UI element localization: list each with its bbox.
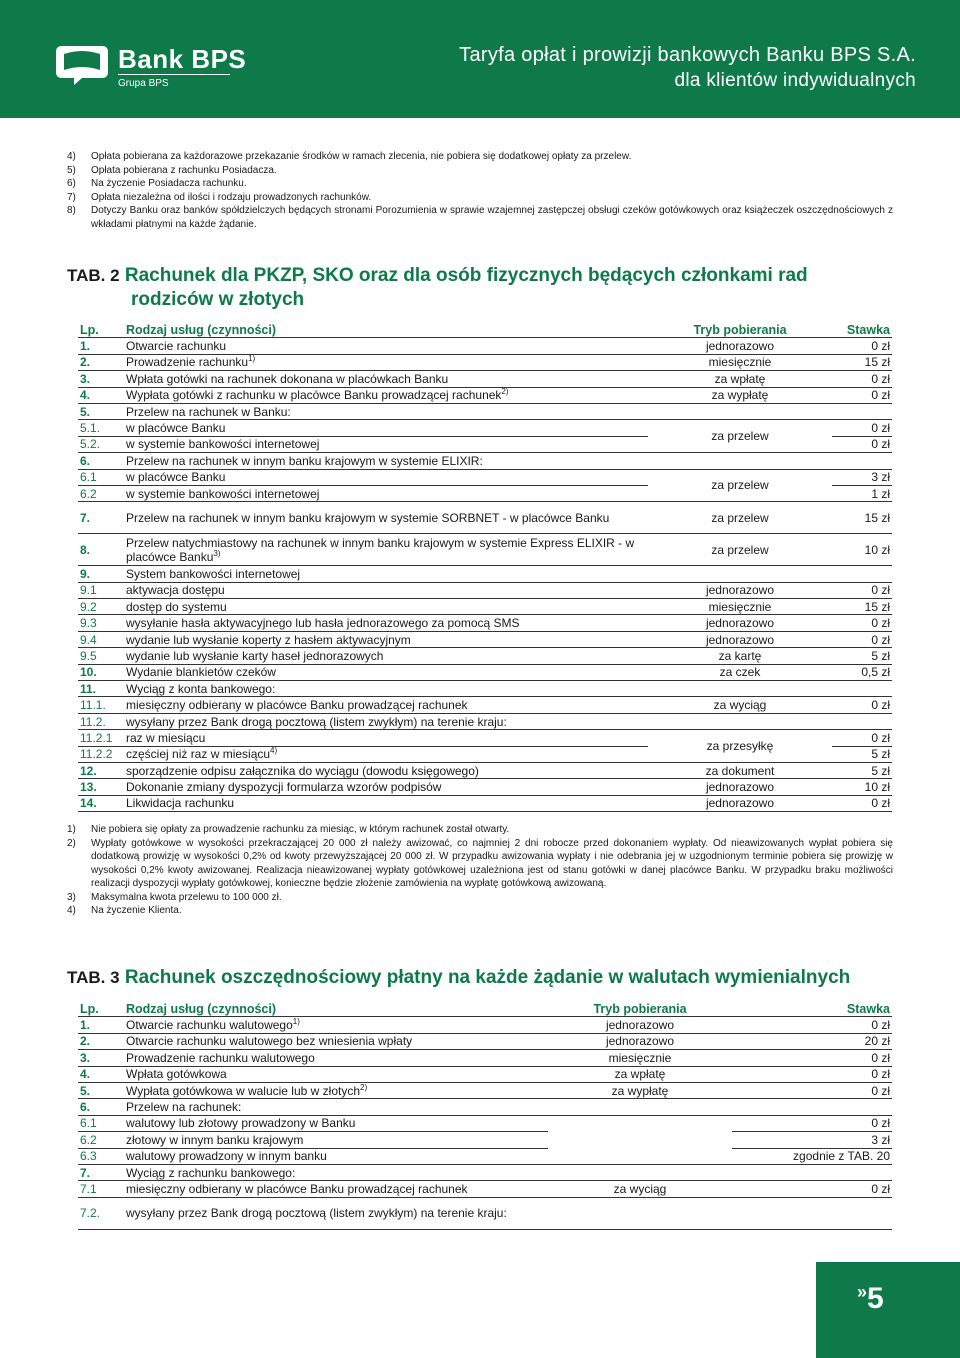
service-text: dostęp do systemu [126, 599, 227, 614]
table-row [78, 1181, 892, 1197]
service-cell [124, 779, 648, 795]
row-number: 1. [78, 338, 124, 354]
footnote: 4) Opłata pobierana za każdorazowe przekazanie środków w ramach zlecenia, nie pobiera się dodatkowej opłaty za przelew. [67, 151, 632, 162]
fee-cell: 0 zł [832, 387, 892, 403]
service-text: w systemie bankowości internetowej [126, 437, 320, 452]
service-cell [124, 615, 648, 631]
fee-cell: 15 zł [832, 599, 892, 615]
table-row [78, 1033, 892, 1049]
col-service: Rodzaj usług (czynności) [124, 322, 648, 338]
brand-divider [118, 74, 230, 75]
fee-cell: 0 zł [832, 582, 892, 598]
table-row [78, 1099, 892, 1115]
service-text: Przelew na rachunek w Banku: [126, 404, 291, 419]
table-row [78, 534, 892, 566]
fee-cell: 0 zł [832, 697, 892, 713]
row-number: 9.1 [78, 582, 124, 598]
mode-cell: za przelew [648, 502, 832, 534]
row-number: 2. [78, 354, 124, 370]
footnote: 7) Opłata niezależna od ilości i rodzaju prowadzonych rachunków. [67, 191, 372, 203]
col-fee: Stawka [832, 322, 892, 338]
service-text: wysyłany przez Bank drogą pocztową (listem zwykłym) na terenie kraju: [126, 1206, 507, 1221]
row-number: 11.2.1 [78, 730, 124, 746]
document-title: Taryfa opłat i prowizji bankowych Banku BPS S.A. [459, 44, 916, 66]
service-text: Przelew na rachunek w innym banku krajowym w systemie ELIXIR: [126, 453, 483, 468]
fee-cell [732, 1197, 892, 1229]
mode-cell: za wyciąg [648, 697, 832, 713]
fee-cell: 3 zł [732, 1132, 892, 1148]
table-row [78, 664, 892, 680]
mode-cell [648, 713, 832, 729]
fee-cell: 0 zł [732, 1181, 892, 1197]
mode-cell: za wpłatę [548, 1066, 732, 1082]
fee-cell [832, 453, 892, 469]
service-text: Dokonanie zmiany dyspozycji formularza wzorów podpisów [126, 780, 442, 795]
service-text: Wypłata gotówkowa w walucie lub w złotych [126, 1083, 360, 1098]
table-row [78, 713, 892, 729]
row-number: 6. [78, 1099, 124, 1115]
row-number: 9. [78, 566, 124, 582]
table-row [78, 1115, 892, 1131]
row-number: 4. [78, 387, 124, 403]
service-text: Wpłata gotówki na rachunek dokonana w placówkach Banku [126, 371, 449, 386]
service-cell [124, 403, 648, 419]
service-text: Otwarcie rachunku walutowego bez wniesienia wpłaty [126, 1034, 413, 1049]
mode-cell: za przelew [648, 420, 832, 453]
row-number: 6. [78, 453, 124, 469]
table-row [78, 371, 892, 387]
mode-cell: za czek [648, 664, 832, 680]
service-text: Przelew na rachunek w innym banku krajowym w systemie SORBNET - w placówce Banku [126, 510, 610, 525]
tab3-label: TAB. 3 [67, 968, 120, 987]
row-number: 3. [78, 371, 124, 387]
table-row [78, 1050, 892, 1066]
service-text: sporządzenie odpisu załącznika do wyciągu (dowodu księgowego) [126, 763, 479, 778]
row-number: 11.2. [78, 713, 124, 729]
table-row [78, 779, 892, 795]
footnote: 4) Na życzenie Klienta. [67, 905, 182, 916]
service-text: Prowadzenie rachunku walutowego [126, 1050, 315, 1065]
row-number: 9.3 [78, 615, 124, 631]
service-cell [124, 1050, 548, 1066]
table-row [78, 648, 892, 664]
mode-cell: miesięcznie [648, 354, 832, 370]
document-subtitle: dla klientów indywidualnych [674, 70, 916, 91]
mode-cell [548, 1164, 732, 1180]
service-text: Otwarcie rachunku [126, 339, 227, 354]
table-row [78, 1148, 892, 1164]
fee-cell: 3 zł [832, 469, 892, 485]
service-text: walutowy lub złotowy prowadzony w Banku [126, 1116, 356, 1131]
service-cell [124, 1082, 548, 1098]
mode-cell: za dokument [648, 762, 832, 778]
row-number: 9.4 [78, 631, 124, 647]
service-text: Prowadzenie rachunku [126, 355, 249, 370]
mode-cell: za przesyłkę [648, 730, 832, 763]
row-number: 9.5 [78, 648, 124, 664]
mode-cell: za wpłatę [648, 371, 832, 387]
fee-cell [832, 713, 892, 729]
service-text: Wpłata gotówkowa [126, 1067, 227, 1082]
row-number: 14. [78, 795, 124, 811]
row-number: 6.1 [78, 469, 124, 485]
mode-cell: jednorazowo [648, 795, 832, 811]
footnote: 5) Opłata pobierana z rachunku Posiadacza. [67, 164, 277, 176]
service-cell [124, 631, 648, 647]
service-text: wydanie lub wysłanie karty haseł jednorazowych [126, 648, 384, 663]
fee-cell: 0 zł [832, 631, 892, 647]
fee-cell: 0 zł [832, 730, 892, 746]
service-text: walutowy prowadzony w innym banku [126, 1149, 327, 1164]
row-number: 6.3 [78, 1148, 124, 1164]
tab2-heading [67, 264, 808, 312]
service-cell [124, 648, 648, 664]
service-cell [124, 795, 648, 811]
service-text: raz w miesiącu [126, 730, 206, 745]
service-cell [124, 713, 648, 729]
fee-cell: 0,5 zł [832, 664, 892, 680]
footnote-ref: 3) [213, 548, 221, 558]
service-cell [124, 566, 648, 582]
fee-cell: 0 zł [832, 338, 892, 354]
service-text: częściej niż raz w miesiącu [126, 747, 271, 762]
fee-cell: 0 zł [732, 1050, 892, 1066]
table-row [78, 582, 892, 598]
table-row [78, 387, 892, 403]
footnote-ref: 1) [248, 354, 256, 364]
row-number: 6.1 [78, 1115, 124, 1131]
mode-cell: za przelew [648, 534, 832, 566]
footnote: 2) Wypłaty gotówkowe w wysokości przekraczającej 20 000 zł należy awizować, co najmniej 2 dni robocze przed dokonaniem wypłaty. Od nieawizowanych wypłat pobiera się dodatkową prowizję w wysokości 0,2% od kwoty przewyższającej 20 000 zł. W przypadku awizowania wypłaty i nie odebrania jej w uzgodnionym terminie pobiera się prowizję w wysokości 0,2% kwoty awizowanej. Realizacja nieawizowanej wypłaty gotówkowej uzależniona jest od stanu gotówki w danej placówce Banku. W przypadku braku możliwości realizacji dyspozycji wypłaty gotówkowej, konieczne będzie złożenie zamówienia na wypłatę gotówkową awizowaną. [67, 837, 893, 889]
row-number: 5. [78, 403, 124, 419]
service-cell [124, 338, 648, 354]
service-cell [124, 469, 648, 485]
table-row [78, 354, 892, 370]
service-cell [124, 1148, 548, 1164]
service-text: w systemie bankowości internetowej [126, 486, 320, 501]
brand-subtitle: Grupa BPS [118, 78, 169, 89]
service-text: w placówce Banku [126, 421, 226, 436]
brand-name: Bank BPS [118, 44, 247, 74]
service-cell [124, 1132, 548, 1148]
previous-table-footnotes [67, 150, 893, 231]
table-row [78, 1164, 892, 1180]
service-text: Wyciąg z konta bankowego: [126, 681, 276, 696]
bank-logo-icon [52, 44, 112, 86]
page-header [0, 0, 960, 118]
mode-cell: jednorazowo [648, 615, 832, 631]
table-row [78, 566, 892, 582]
col-lp: Lp. [78, 1001, 124, 1017]
table-row [78, 681, 892, 697]
service-text: miesięczny odbierany w placówce Banku prowadzącej rachunek [126, 1181, 468, 1196]
table-row [78, 1197, 892, 1229]
service-cell [124, 599, 648, 615]
row-number: 1. [78, 1017, 124, 1033]
mode-cell: za wypłatę [648, 387, 832, 403]
footnote-ref: 1) [292, 1017, 300, 1027]
tab3-title: Rachunek oszczędnościowy płatny na każde żądanie w walutach wymienialnych [124, 967, 851, 988]
mode-cell: miesięcznie [648, 599, 832, 615]
page-number-value: 5 [867, 1282, 884, 1315]
row-number: 5.2. [78, 436, 124, 452]
table-row [78, 453, 892, 469]
mode-cell: za wypłatę [548, 1082, 732, 1098]
mode-cell [548, 1115, 732, 1164]
fee-cell: 0 zł [732, 1082, 892, 1098]
row-number: 2. [78, 1033, 124, 1049]
service-cell [124, 1033, 548, 1049]
row-number: 13. [78, 779, 124, 795]
service-cell [124, 1115, 548, 1131]
service-text: Przelew natychmiastowy na rachunek w innym banku krajowym w systemie Express ELIXIR - w placówce Banku [126, 535, 635, 564]
service-cell [124, 746, 648, 762]
mode-cell: jednorazowo [648, 582, 832, 598]
service-cell [124, 502, 648, 534]
service-cell [124, 664, 648, 680]
service-cell [124, 1164, 548, 1180]
row-number: 6.2 [78, 485, 124, 501]
table-row [78, 697, 892, 713]
page-number [857, 1282, 884, 1316]
mode-cell: za przelew [648, 469, 832, 502]
col-lp: Lp. [78, 322, 124, 338]
fee-cell: 0 zł [832, 420, 892, 436]
service-text: System bankowości internetowej [126, 566, 301, 581]
table-header [78, 322, 892, 338]
row-number: 11. [78, 681, 124, 697]
table-row [78, 599, 892, 615]
mode-cell: jednorazowo [648, 338, 832, 354]
fee-cell: 5 zł [832, 648, 892, 664]
mode-cell [648, 681, 832, 697]
mode-cell [648, 453, 832, 469]
tab2-label: TAB. 2 [67, 266, 120, 285]
tab2-footnotes [67, 823, 893, 918]
row-number: 5. [78, 1082, 124, 1098]
mode-cell [648, 566, 832, 582]
footnote: 1) Nie pobiera się opłaty za prowadzenie rachunku za miesiąc, w którym rachunek został otwarty. [67, 824, 510, 835]
row-number: 9.2 [78, 599, 124, 615]
service-cell [124, 681, 648, 697]
service-cell [124, 371, 648, 387]
table-row [78, 762, 892, 778]
fee-cell [732, 1164, 892, 1180]
row-number: 5.1. [78, 420, 124, 436]
tab2-table [78, 322, 892, 812]
service-cell [124, 1099, 548, 1115]
service-text: wysyłanie hasła aktywacyjnego lub hasła jednorazowego za pomocą SMS [126, 616, 520, 631]
tab2-title-cont: rodziców w złotych [131, 289, 305, 310]
mode-cell: jednorazowo [548, 1033, 732, 1049]
service-cell [124, 1017, 548, 1033]
service-text: miesięczny odbierany w placówce Banku prowadzącej rachunek [126, 698, 468, 713]
fee-cell: 5 zł [832, 762, 892, 778]
service-text: Wyciąg z rachunku bankowego: [126, 1165, 296, 1180]
service-cell [124, 762, 648, 778]
service-cell [124, 387, 648, 403]
service-cell [124, 436, 648, 452]
fee-cell: 0 zł [832, 795, 892, 811]
fee-cell: 0 zł [832, 615, 892, 631]
row-number: 12. [78, 762, 124, 778]
row-number: 7.1 [78, 1181, 124, 1197]
row-number: 11.1. [78, 697, 124, 713]
service-cell [124, 697, 648, 713]
mode-cell: jednorazowo [548, 1017, 732, 1033]
fee-cell: zgodnie z TAB. 20 [732, 1148, 892, 1164]
col-service: Rodzaj usług (czynności) [124, 1001, 548, 1017]
row-number: 7. [78, 502, 124, 534]
fee-cell [832, 403, 892, 419]
fee-cell [832, 566, 892, 582]
service-cell [124, 453, 648, 469]
table-row [78, 403, 892, 419]
mode-cell: miesięcznie [548, 1050, 732, 1066]
table-row [78, 795, 892, 811]
fee-cell: 15 zł [832, 502, 892, 534]
row-number: 8. [78, 534, 124, 566]
fee-cell: 20 zł [732, 1033, 892, 1049]
service-cell [124, 1181, 548, 1197]
fee-cell: 0 zł [832, 436, 892, 452]
table-row [78, 338, 892, 354]
mode-cell: jednorazowo [648, 631, 832, 647]
service-text: złotowy w innym banku krajowym [126, 1132, 304, 1147]
fee-cell: 0 zł [732, 1115, 892, 1131]
fee-cell: 1 zł [832, 485, 892, 501]
mode-cell [548, 1099, 732, 1115]
service-cell [124, 1197, 548, 1229]
fee-cell: 0 zł [732, 1017, 892, 1033]
mode-cell: za wyciąg [548, 1181, 732, 1197]
service-cell [124, 534, 648, 566]
page-number-box [816, 1262, 960, 1358]
service-text: Likwidacja rachunku [126, 796, 235, 811]
table-row [78, 420, 892, 436]
fee-cell: 5 zł [832, 746, 892, 762]
row-number: 10. [78, 664, 124, 680]
tab3-table [78, 1001, 892, 1230]
service-cell [124, 354, 648, 370]
service-cell [124, 582, 648, 598]
service-text: Wydanie blankietów czeków [126, 665, 276, 680]
row-number: 11.2.2 [78, 746, 124, 762]
table-row [78, 1082, 892, 1098]
table-row [78, 1132, 892, 1148]
tab2-title: Rachunek dla PKZP, SKO oraz dla osób fizycznych będących członkami rad [124, 265, 808, 286]
footnote: 6) Na życzenie Posiadacza rachunku. [67, 178, 247, 189]
mode-cell [648, 403, 832, 419]
mode-cell [548, 1197, 732, 1229]
table-row [78, 615, 892, 631]
fee-cell: 10 zł [832, 779, 892, 795]
table-row [78, 730, 892, 746]
service-text: wydanie lub wysłanie koperty z hasłem aktywacyjnym [126, 632, 411, 647]
service-cell [124, 1066, 548, 1082]
fee-cell: 15 zł [832, 354, 892, 370]
footnote: 8) Dotyczy Banku oraz banków spółdzielczych będących stronami Porozumienia w sprawie wzajemnej zastępczej obsługi czeków gotówkowych oraz książeczek oszczędnościowych z wkładami płatnymi na każde żądanie. [67, 205, 893, 230]
service-text: wysyłany przez Bank drogą pocztową (listem zwykłym) na terenie kraju: [126, 714, 507, 729]
col-mode: Tryb pobierania [548, 1001, 732, 1017]
chevron-icon: » [857, 1282, 868, 1302]
service-cell [124, 485, 648, 501]
mode-cell: za kartę [648, 648, 832, 664]
col-mode: Tryb pobierania [648, 322, 832, 338]
table-header [78, 1001, 892, 1017]
row-number: 7. [78, 1164, 124, 1180]
tab3-heading [67, 966, 850, 990]
row-number: 4. [78, 1066, 124, 1082]
fee-cell: 0 zł [732, 1066, 892, 1082]
row-number: 3. [78, 1050, 124, 1066]
service-text: Otwarcie rachunku walutowego [126, 1018, 293, 1033]
fee-cell [732, 1099, 892, 1115]
fee-cell: 0 zł [832, 371, 892, 387]
table-row [78, 469, 892, 485]
footnote-ref: 4) [270, 746, 278, 756]
service-cell [124, 420, 648, 436]
table-row [78, 502, 892, 534]
service-text: Przelew na rachunek: [126, 1100, 242, 1115]
row-number: 6.2 [78, 1132, 124, 1148]
row-number: 7.2. [78, 1197, 124, 1229]
service-text: Wypłata gotówki z rachunku w placówce Banku prowadzącej rachunek [126, 388, 502, 403]
table-row [78, 1017, 892, 1033]
fee-cell [832, 681, 892, 697]
service-text: aktywacja dostępu [126, 583, 225, 598]
footnote-ref: 2) [501, 387, 509, 397]
col-fee: Stawka [732, 1001, 892, 1017]
service-cell [124, 730, 648, 746]
footnote: 3) Maksymalna kwota przelewu to 100 000 zł. [67, 891, 282, 903]
footnote-ref: 2) [360, 1082, 368, 1092]
fee-cell: 10 zł [832, 534, 892, 566]
table-row [78, 631, 892, 647]
service-text: w placówce Banku [126, 470, 226, 485]
mode-cell: jednorazowo [648, 779, 832, 795]
table-row [78, 1066, 892, 1082]
